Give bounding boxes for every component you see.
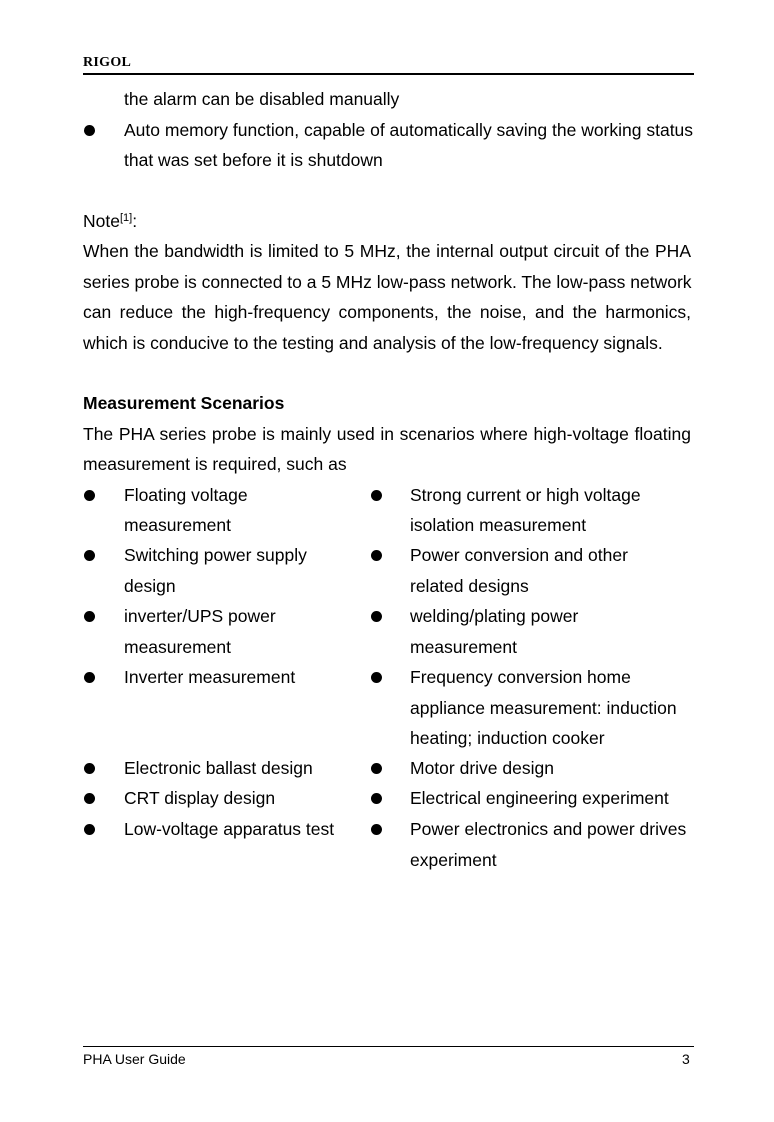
page-number: 3 [682, 1051, 690, 1067]
bullet-dot [84, 125, 95, 136]
right-item-line: Frequency conversion home [410, 667, 631, 687]
left-item-line: inverter/UPS power [124, 606, 276, 626]
right-item-line: experiment [410, 850, 497, 870]
bullet-dot [371, 611, 382, 622]
bullet-auto-memory-line2: that was set before it is shutdown [124, 150, 383, 170]
right-item-line: heating; induction cooker [410, 728, 605, 748]
right-item-line: Motor drive design [410, 758, 554, 778]
right-item-line: related designs [410, 576, 529, 596]
bullet-dot [371, 490, 382, 501]
right-item-line: isolation measurement [410, 515, 587, 535]
right-item-line: measurement [410, 637, 517, 657]
bullet-dot [84, 763, 95, 774]
section-heading: Measurement Scenarios [83, 393, 285, 413]
footer-title: PHA User Guide [83, 1051, 186, 1067]
left-item-line: Electronic ballast design [124, 758, 313, 778]
footer-divider [83, 1046, 694, 1047]
left-item-line: Floating voltage [124, 485, 248, 505]
note-paragraph-line: series probe is connected to a 5 MHz low-pass network. The low-pass network [83, 272, 692, 292]
note-label: Note[1]: [83, 211, 138, 231]
bullet-auto-memory-line1: Auto memory function, capable of automatically saving the working status [124, 120, 694, 140]
left-item-line: measurement [124, 637, 231, 657]
section-intro-line: The PHA series probe is mainly used in scenarios where high-voltage floating [83, 424, 691, 444]
header-divider [83, 73, 694, 75]
right-item-line: welding/plating power [410, 606, 579, 626]
bullet-dot [371, 763, 382, 774]
left-item-line: Inverter measurement [124, 667, 296, 687]
note-paragraph-line: When the bandwidth is limited to 5 MHz, the internal output circuit of the PHA [83, 241, 691, 261]
bullet-dot [84, 490, 95, 501]
left-item-line: design [124, 576, 176, 596]
note-paragraph-line: can reduce the high-frequency components, the noise, and the harmonics, [83, 302, 691, 322]
bullet-dot [371, 793, 382, 804]
right-item-line: Strong current or high voltage [410, 485, 641, 505]
right-item-line: Power electronics and power drives [410, 819, 687, 839]
bullet-dot [84, 611, 95, 622]
note-paragraph-line: which is conducive to the testing and analysis of the low-frequency signals. [83, 333, 663, 353]
bullet-dot [84, 793, 95, 804]
bullet-continuation: the alarm can be disabled manually [124, 89, 400, 109]
bullet-dot [84, 550, 95, 561]
left-item-line: measurement [124, 515, 231, 535]
page-header-brand: RIGOL [83, 55, 132, 70]
right-item-line: appliance measurement: induction [410, 698, 677, 718]
right-item-line: Electrical engineering experiment [410, 788, 669, 808]
left-item-line: Switching power supply [124, 545, 307, 565]
bullet-dot [84, 672, 95, 683]
bullet-dot [371, 672, 382, 683]
bullet-dot [84, 824, 95, 835]
left-item-line: CRT display design [124, 788, 276, 808]
note-reference: [1] [119, 212, 133, 224]
right-item-line: Power conversion and other [410, 545, 628, 565]
left-item-line: Low-voltage apparatus test [124, 819, 335, 839]
bullet-dot [371, 824, 382, 835]
bullet-dot [371, 550, 382, 561]
section-intro-line: measurement is required, such as [83, 454, 347, 474]
